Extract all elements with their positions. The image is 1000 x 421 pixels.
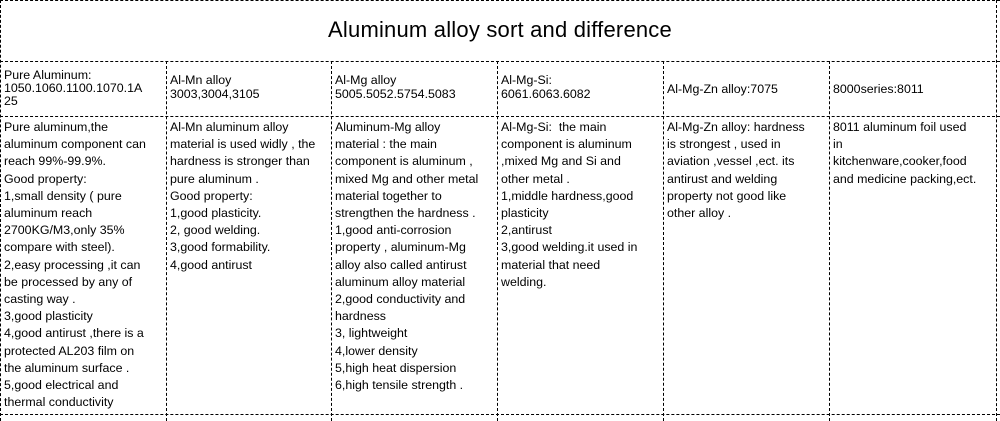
column-body-line: aluminum alloy material	[335, 274, 466, 289]
column-body-line: reach 99%-99.9%.	[4, 154, 106, 169]
column-body-line: plasticity	[501, 206, 549, 220]
column-body-line: material that need	[501, 257, 601, 272]
column-body-line: welding.	[501, 274, 547, 289]
page-title: Aluminum alloy sort and difference	[328, 17, 672, 42]
column-body-line: 4,good antirust	[170, 257, 252, 272]
column-body-line: 1,good plasticity.	[170, 206, 262, 220]
column-header-line: 3003,3004,3105	[170, 87, 260, 101]
grid-line	[166, 61, 167, 421]
column-body-line: the aluminum surface .	[4, 360, 130, 375]
column-body-line: 2, good welding.	[170, 223, 261, 238]
grid-line	[663, 61, 664, 421]
grid-line	[0, 0, 1, 421]
column-body-line: antirust and welding	[667, 171, 778, 186]
column-body-line: 6,high tensile strength .	[335, 378, 464, 392]
column-body-line: ,mixed Mg and Si and	[501, 154, 621, 169]
column-header-line: 25	[4, 94, 18, 108]
column-body-line: 2700KG/M3,only 35%	[4, 223, 125, 238]
column-header-line: Al-Mg alloy	[335, 73, 397, 87]
column-body-line: 5,good electrical and	[4, 378, 119, 392]
column-body-line: 4,lower density	[335, 343, 418, 358]
column-body-line: property , aluminum-Mg	[335, 240, 466, 255]
column-body-line: aviation ,vessel ,ect. its	[667, 154, 795, 169]
grid-line	[829, 61, 830, 421]
grid-line	[0, 414, 1000, 415]
column-body-line: component is aluminum	[501, 137, 632, 152]
column-body-line: material : the main	[335, 137, 437, 152]
column-header-line: 8000series:8011	[833, 82, 924, 96]
grid-line	[331, 61, 332, 421]
column-body-line: 3,good formability.	[170, 240, 271, 255]
grid-line	[0, 116, 1000, 117]
column-header-line: Al-Mn alloy	[170, 73, 232, 87]
column-body-line: 2,antirust	[501, 223, 552, 238]
column-body-line: 1,small density ( pure	[4, 188, 122, 203]
column-body-line: 1,good anti-corrosion	[335, 223, 452, 238]
column-body-line: property not good like	[667, 188, 787, 203]
column-body-line: Al-Mn aluminum alloy	[170, 120, 289, 134]
column-body-line: Pure aluminum,the	[4, 120, 108, 134]
column-body-line: Al-Mg-Si: the main	[501, 120, 607, 134]
column-header-line: Pure Aluminum:	[4, 68, 92, 82]
column-header-line: Al-Mg-Zn alloy:7075	[667, 82, 778, 96]
column-body-line: strengthen the hardness .	[335, 206, 476, 220]
column-body-line: thermal conductivity	[4, 395, 114, 410]
column-body-line: Al-Mg-Zn alloy: hardness	[667, 120, 805, 134]
column-body-line: other alloy .	[667, 206, 732, 220]
column-header-line: 5005.5052.5754.5083	[335, 87, 456, 101]
grid-line	[0, 0, 1000, 1]
column-body-line: Good property:	[170, 188, 253, 203]
column-body-line: material is used widly , the	[170, 137, 316, 152]
column-body-line: Aluminum-Mg alloy	[335, 120, 441, 134]
column-body-line: kitchenware,cooker,food	[833, 154, 967, 169]
column-body-line: 2,good conductivity and	[335, 292, 466, 306]
column-body-line: Good property:	[4, 171, 87, 186]
column-body-line: casting way .	[4, 292, 76, 306]
column-body-line: component is aluminum ,	[335, 154, 473, 169]
grid-line	[0, 61, 1000, 62]
column-body-line: 8011 aluminum foil used	[833, 120, 967, 134]
column-header-line: 1050.1060.1100.1070.1A	[4, 81, 143, 95]
column-body-line: in	[833, 137, 843, 152]
column-body-line: 3,good welding.it used in	[501, 240, 638, 255]
column-body-line: other metal .	[501, 171, 570, 186]
column-body-line: pure aluminum .	[170, 171, 259, 186]
column-body-line: 3,good plasticity	[4, 309, 93, 324]
column-body-line: compare with steel).	[4, 240, 115, 255]
column-body-line: 4,good antirust ,there is a	[4, 326, 144, 341]
column-header-line: Al-Mg-Si:	[501, 73, 552, 87]
column-body-line: protected AL203 film on	[4, 343, 135, 358]
column-body-line: 5,high heat dispersion	[335, 360, 457, 375]
column-body-line: 3, lightweight	[335, 326, 408, 341]
column-body-line: hardness	[335, 309, 386, 324]
column-body-line: aluminum component can	[4, 137, 146, 152]
column-body-line: alloy also called antirust	[335, 257, 467, 272]
column-body-line: material together to	[335, 188, 442, 203]
column-body-line: be processed by any of	[4, 274, 133, 289]
column-body-line: hardness is stronger than	[170, 154, 310, 169]
column-body-line: 2,easy processing ,it can	[4, 257, 141, 272]
column-body-line: mixed Mg and other metal	[335, 171, 479, 186]
grid-line	[996, 0, 997, 421]
grid-line	[497, 61, 498, 421]
column-body-line: is strongest , used in	[667, 137, 781, 152]
column-body-line: and medicine packing,ect.	[833, 171, 977, 186]
column-header-line: 6061.6063.6082	[501, 87, 591, 101]
column-body-line: 1,middle hardness,good	[501, 188, 634, 203]
column-body-line: aluminum reach	[4, 206, 93, 220]
